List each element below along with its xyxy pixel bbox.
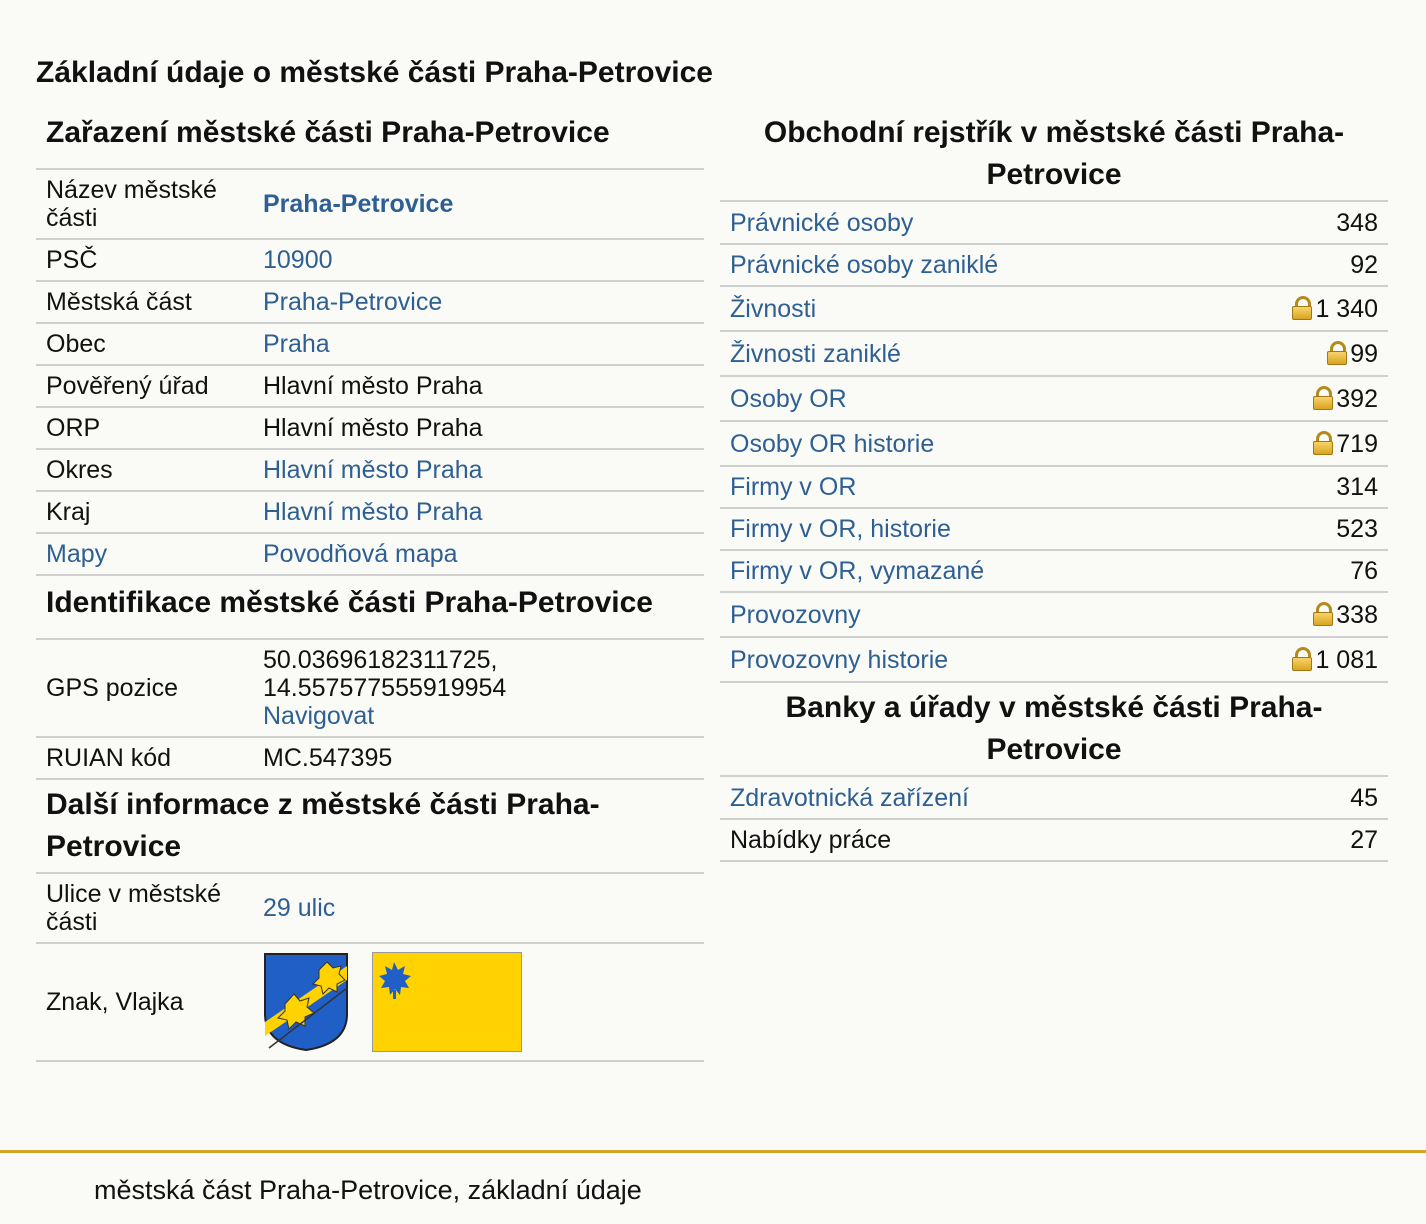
- district-name-link[interactable]: Praha-Petrovice: [263, 190, 454, 218]
- table-row: [36, 533, 704, 575]
- flag-icon[interactable]: [372, 952, 522, 1052]
- row-count: 1 340: [1315, 294, 1378, 323]
- table-row: [720, 421, 1388, 466]
- row-label: Obec: [36, 323, 253, 365]
- health-facilities-link[interactable]: Zdravotnická zařízení: [730, 783, 969, 812]
- identification-table: [36, 640, 704, 780]
- streets-label: Ulice v městské části: [36, 874, 253, 943]
- table-row: [720, 244, 1388, 286]
- row-count: 338: [1336, 600, 1378, 629]
- footer-caption: městská část Praha-Petrovice, základní údaje: [94, 1175, 642, 1205]
- persons-or-link[interactable]: Osoby OR: [730, 384, 847, 413]
- business-register-table: [720, 202, 1388, 683]
- classification-heading: Zařazení městské části Praha-Petrovice: [36, 108, 704, 170]
- ruian-label: RUIAN kód: [36, 737, 253, 779]
- county-link[interactable]: Hlavní město Praha: [263, 456, 483, 484]
- persons-or-history-link[interactable]: Osoby OR historie: [730, 429, 935, 458]
- lock-icon: [1313, 431, 1333, 455]
- navigate-link[interactable]: Navigovat: [263, 702, 375, 730]
- banks-heading: Banky a úřady v městské části Praha-Petrovice: [720, 683, 1388, 777]
- postal-code-link[interactable]: 10900: [263, 246, 333, 274]
- premises-link[interactable]: Provozovny: [730, 600, 861, 629]
- lock-icon: [1292, 647, 1312, 671]
- business-register-heading: Obchodní rejstřík v městské části Praha-Petrovice: [720, 108, 1388, 202]
- row-count: 45: [1284, 777, 1388, 819]
- job-offers-label: Nabídky práce: [720, 819, 1284, 861]
- maps-link[interactable]: Mapy: [46, 540, 108, 568]
- row-label: Městská část: [36, 281, 253, 323]
- table-row: [720, 331, 1388, 376]
- table-row: [36, 640, 704, 737]
- identification-heading: Identifikace městské části Praha-Petrovice: [36, 576, 704, 640]
- lock-icon: [1292, 296, 1312, 320]
- district-link[interactable]: Praha-Petrovice: [263, 288, 443, 316]
- flood-map-link[interactable]: Povodňová mapa: [263, 540, 458, 568]
- row-label: ORP: [36, 407, 253, 449]
- row-label: PSČ: [36, 239, 253, 281]
- row-count: 314: [1209, 466, 1388, 508]
- row-count: 1 081: [1315, 645, 1378, 674]
- banks-table: [720, 777, 1388, 862]
- ruian-value: MC.547395: [253, 737, 704, 779]
- coat-of-arms-icon[interactable]: [263, 952, 349, 1052]
- footer-divider: [0, 1150, 1426, 1153]
- streets-link[interactable]: 29 ulic: [263, 894, 336, 922]
- row-label: Název městské části: [36, 170, 253, 239]
- more-info-table: [36, 874, 704, 1062]
- lock-icon: [1313, 386, 1333, 410]
- legal-entities-defunct-link[interactable]: Právnické osoby zaniklé: [730, 251, 999, 279]
- table-row: [720, 819, 1388, 861]
- row-count: 348: [1209, 202, 1388, 244]
- companies-or-history-link[interactable]: Firmy v OR, historie: [730, 515, 951, 543]
- gps-latitude: 50.03696182311725,: [263, 646, 498, 674]
- row-count: 523: [1209, 508, 1388, 550]
- table-row: [36, 943, 704, 1061]
- more-info-heading: Další informace z městské části Praha-Petrovice: [36, 780, 704, 874]
- municipality-link[interactable]: Praha: [263, 330, 330, 358]
- classification-table: [36, 170, 704, 576]
- row-count: 719: [1336, 429, 1378, 458]
- emblem-label: Znak, Vlajka: [36, 943, 253, 1061]
- table-row: [720, 550, 1388, 592]
- row-count: 92: [1209, 244, 1388, 286]
- authority-value: Hlavní město Praha: [253, 365, 704, 407]
- lock-icon: [1327, 341, 1347, 365]
- table-row: [720, 202, 1388, 244]
- table-row: [36, 407, 704, 449]
- row-label: Okres: [36, 449, 253, 491]
- table-row: [36, 491, 704, 533]
- table-row: [720, 466, 1388, 508]
- table-row: [36, 239, 704, 281]
- gps-longitude: 14.557577555919954: [263, 674, 507, 702]
- gps-label: GPS pozice: [36, 640, 253, 737]
- row-count: 392: [1336, 384, 1378, 413]
- table-row: [36, 170, 704, 239]
- table-row: [36, 281, 704, 323]
- table-row: [36, 449, 704, 491]
- table-row: [720, 592, 1388, 637]
- table-row: [720, 508, 1388, 550]
- premises-history-link[interactable]: Provozovny historie: [730, 645, 949, 674]
- row-count: 76: [1209, 550, 1388, 592]
- page-title: Základní údaje o městské části Praha-Petrovice: [36, 56, 713, 89]
- table-row: [720, 376, 1388, 421]
- table-row: [720, 637, 1388, 682]
- row-label: Kraj: [36, 491, 253, 533]
- trades-link[interactable]: Živnosti: [730, 294, 817, 323]
- table-row: [720, 777, 1388, 819]
- table-row: [36, 737, 704, 779]
- orp-value: Hlavní město Praha: [253, 407, 704, 449]
- left-column: [36, 108, 704, 1062]
- table-row: [720, 286, 1388, 331]
- trades-defunct-link[interactable]: Živnosti zaniklé: [730, 339, 901, 368]
- companies-or-deleted-link[interactable]: Firmy v OR, vymazané: [730, 557, 985, 585]
- row-count: 27: [1284, 819, 1388, 861]
- row-label: Pověřený úřad: [36, 365, 253, 407]
- table-row: [36, 365, 704, 407]
- lock-icon: [1313, 602, 1333, 626]
- table-row: [36, 323, 704, 365]
- region-link[interactable]: Hlavní město Praha: [263, 498, 483, 526]
- table-row: [36, 874, 704, 943]
- row-count: 99: [1350, 339, 1378, 368]
- right-column: [720, 108, 1388, 862]
- legal-entities-link[interactable]: Právnické osoby: [730, 208, 914, 237]
- companies-or-link[interactable]: Firmy v OR: [730, 473, 857, 501]
